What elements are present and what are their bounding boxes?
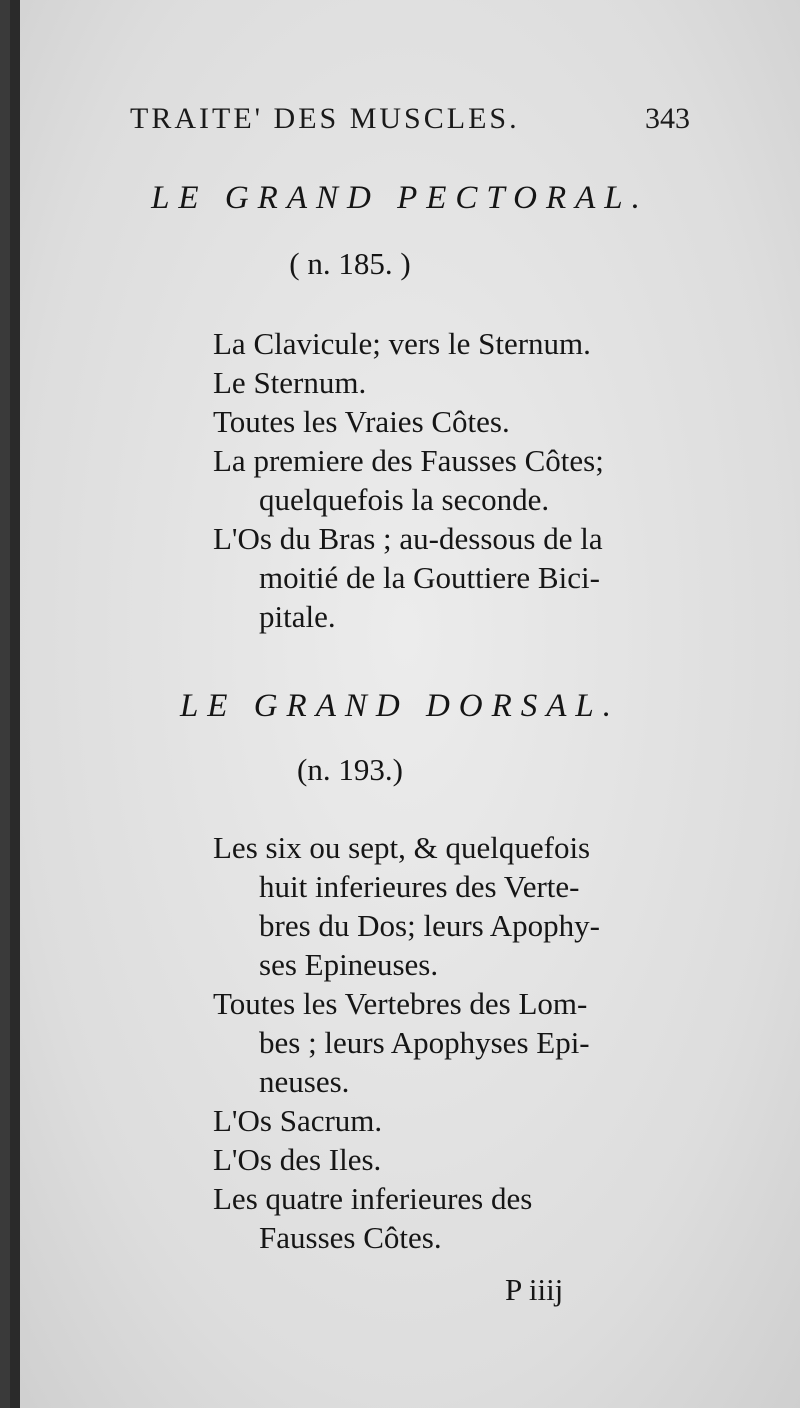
text-line: L'Os Sacrum. — [213, 1103, 383, 1138]
text-line: moitié de la Gouttiere Bici- — [259, 560, 600, 595]
running-head-title: TRAITE' DES MUSCLES. — [130, 102, 520, 135]
page-edge — [10, 0, 20, 1408]
text-line: quelquefois la seconde. — [259, 482, 550, 517]
text-line: L'Os du Bras ; au-dessous de la — [213, 521, 603, 556]
page-number: 343 — [645, 102, 690, 135]
section-ref-grand-pectoral: ( n. 185. ) — [289, 246, 411, 281]
section-ref-grand-dorsal: (n. 193.) — [297, 752, 403, 787]
catchword-signature: P iiij — [505, 1272, 564, 1307]
text-line: bes ; leurs Apophyses Epi- — [259, 1025, 590, 1060]
section-body-grand-dorsal — [213, 828, 683, 1257]
section-title-grand-dorsal: LE GRAND DORSAL. — [179, 688, 621, 724]
text-line: neuses. — [259, 1064, 350, 1099]
text-line: huit inferieures des Verte- — [259, 869, 580, 904]
text-line: bres du Dos; leurs Apophy- — [259, 908, 600, 943]
text-line: Le Sternum. — [213, 365, 367, 400]
section-body-grand-pectoral — [213, 324, 683, 636]
text-line: La premiere des Fausses Côtes; — [213, 443, 604, 478]
running-head — [130, 102, 710, 136]
text-line: Toutes les Vraies Côtes. — [213, 404, 510, 439]
text-line: Les six ou sept, & quelquefois — [213, 830, 591, 865]
text-line: Toutes les Vertebres des Lom- — [213, 986, 588, 1021]
book-page — [10, 0, 800, 1408]
text-line: Fausses Côtes. — [259, 1220, 442, 1255]
text-line: La Clavicule; vers le Sternum. — [213, 326, 591, 361]
text-line: pitale. — [259, 599, 336, 634]
text-line: ses Epineuses. — [259, 947, 439, 982]
text-line: L'Os des Iles. — [213, 1142, 382, 1177]
section-title-grand-pectoral: LE GRAND PECTORAL. — [151, 180, 649, 216]
text-line: Les quatre inferieures des — [213, 1181, 533, 1216]
